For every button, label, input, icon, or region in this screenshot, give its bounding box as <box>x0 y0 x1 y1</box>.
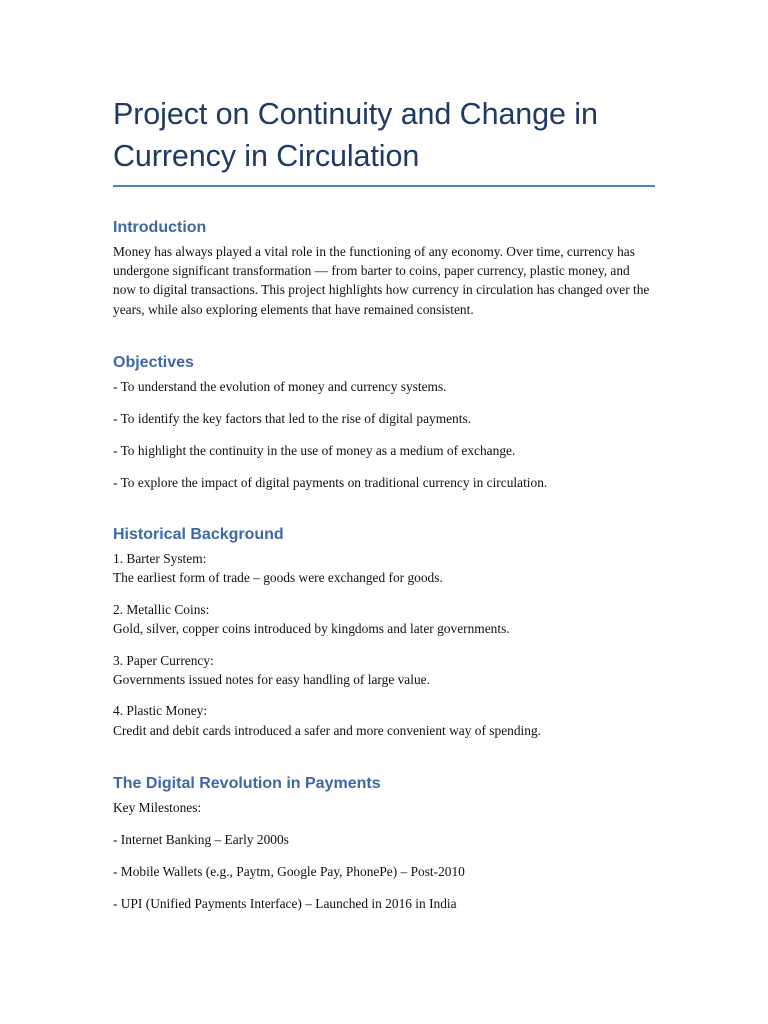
history-section <box>113 524 655 740</box>
milestone-item: - Mobile Wallets (e.g., Paytm, Google Pay, PhonePe) – Post-2010 <box>113 863 465 879</box>
objective-item: - To explore the impact of digital payments on traditional currency in circulation. <box>113 474 548 490</box>
digital-intro: Key Milestones: <box>113 799 202 815</box>
introduction-paragraph: Money has always played a vital role in the functioning of any economy. Over time, currency has undergone significant transformation — from barter to coins, paper currency, plastic money, and now to digital transactions. This project highlights how currency in circulation has changed over the years, while also exploring elements that have remained consistent. <box>113 244 650 317</box>
history-stage-title: 1. Barter System: <box>113 551 207 567</box>
objective-item: - To understand the evolution of money and currency systems. <box>113 378 447 394</box>
milestone-item: - Internet Banking – Early 2000s <box>113 831 289 847</box>
document-title: Project on Continuity and Change in Currency in Circulation <box>113 93 655 187</box>
history-stage <box>113 549 655 587</box>
introduction-section <box>113 217 655 319</box>
objectives-section <box>113 352 655 492</box>
digital-heading: The Digital Revolution in Payments <box>113 774 381 792</box>
history-stage-title: 4. Plastic Money: <box>113 703 208 719</box>
history-stage <box>113 651 655 689</box>
history-stage-text: Gold, silver, copper coins introduced by kingdoms and later governments. <box>113 621 510 637</box>
objectives-heading: Objectives <box>113 353 194 371</box>
history-stage-text: Credit and debit cards introduced a safer and more convenient way of spending. <box>113 722 541 738</box>
milestone-item: - UPI (Unified Payments Interface) – Launched in 2016 in India <box>113 895 457 911</box>
digital-section <box>113 773 655 913</box>
introduction-heading: Introduction <box>113 219 207 236</box>
objective-item: - To identify the key factors that led to the rise of digital payments. <box>113 410 472 426</box>
history-stage-text: The earliest form of trade – goods were exchanged for goods. <box>113 570 443 586</box>
objective-item: - To highlight the continuity in the use of money as a medium of exchange. <box>113 442 516 458</box>
document-page <box>113 93 655 913</box>
history-stage-text: Governments issued notes for easy handling of large value. <box>113 671 430 687</box>
history-stage-title: 3. Paper Currency: <box>113 652 214 668</box>
history-stage <box>113 701 655 739</box>
history-heading: Historical Background <box>113 526 284 544</box>
history-stage-title: 2. Metallic Coins: <box>113 601 210 617</box>
history-stage <box>113 600 655 638</box>
